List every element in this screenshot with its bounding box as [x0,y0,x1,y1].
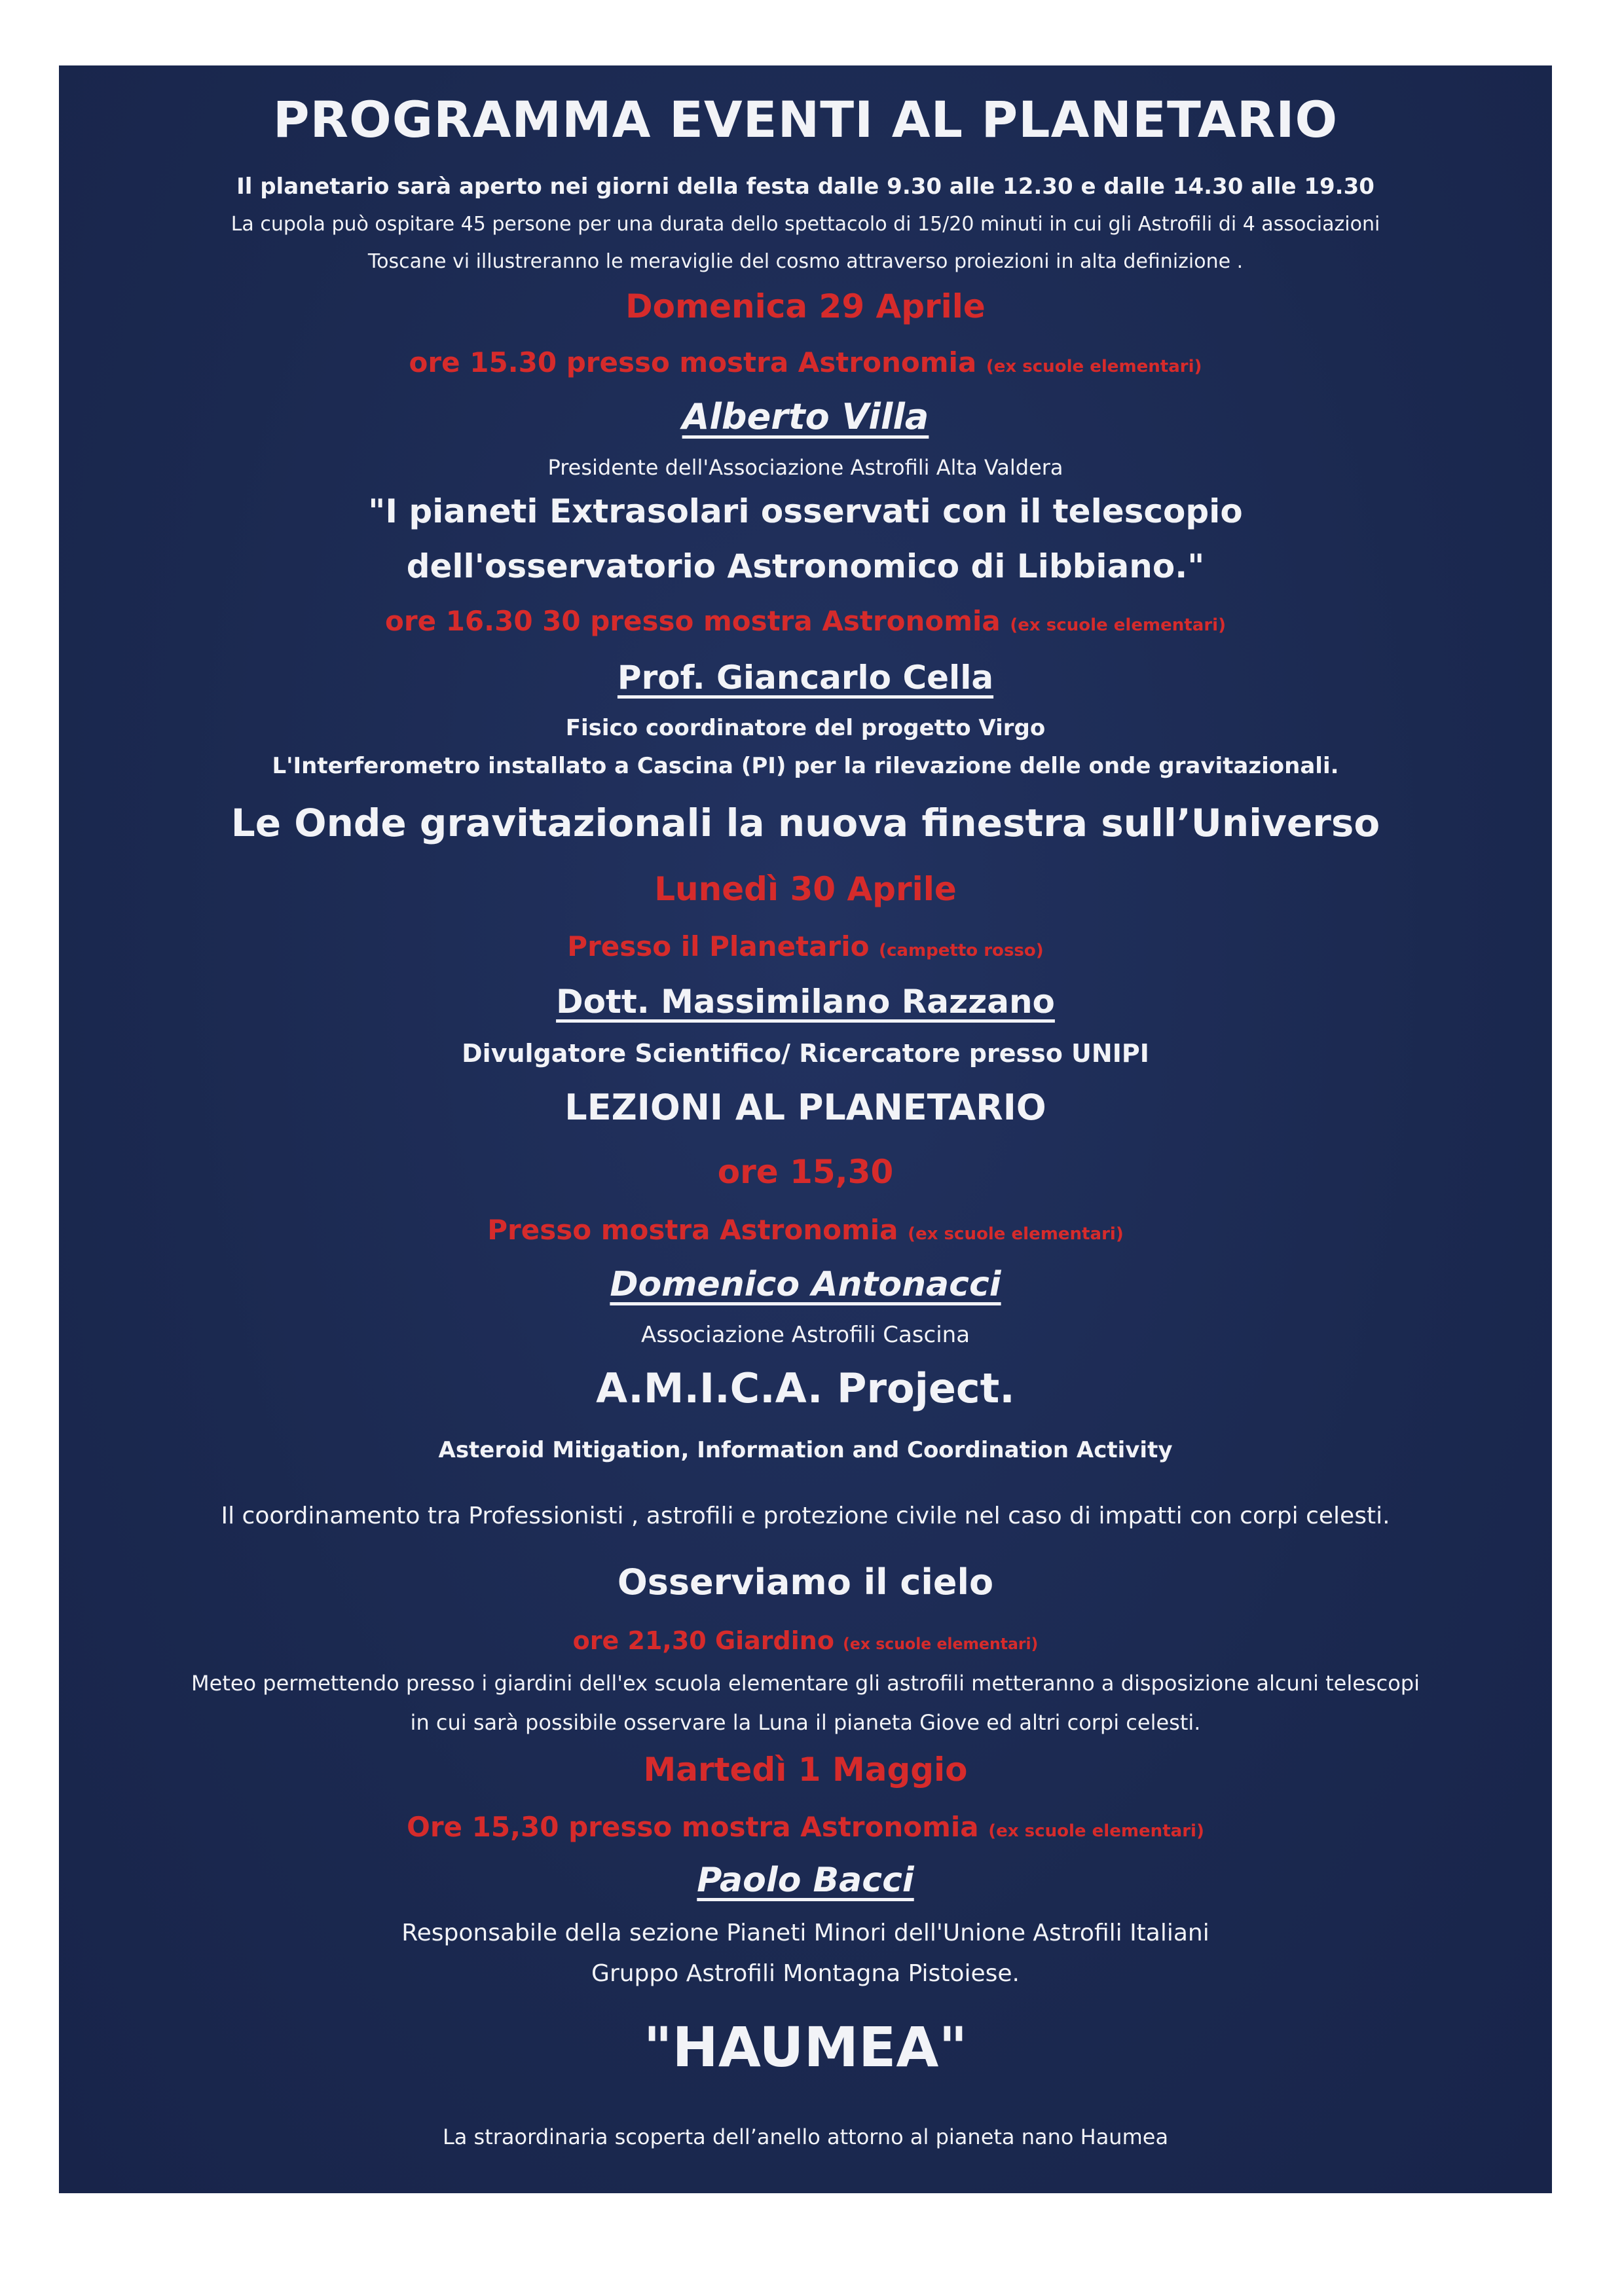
day2-event2-talk: A.M.I.C.A. Project. [596,1364,1015,1412]
day3-event1-talk: "HAUMEA" [643,2015,968,2079]
day1-event2-role-line2: L'Interferometro installato a Cascina (PI) per la rilevazione delle onde gravitazionali. [272,753,1339,779]
day2-event1-talk: LEZIONI AL PLANETARIO [564,1087,1046,1128]
day2-event1-speaker: Dott. Massimilano Razzano [556,983,1055,1021]
page-title: PROGRAMMA EVENTI AL PLANETARIO [272,90,1338,149]
day2-event2-talk-subtitle: Asteroid Mitigation, Information and Coordination Activity [438,1437,1173,1463]
day2-event1-role: Divulgatore Scientifico/ Ricercatore presso UNIPI [462,1039,1149,1068]
day1-event2-role-line1: Fisico coordinatore del progetto Virgo [565,715,1046,741]
day1-event1-speaker: Alberto Villa [682,396,929,437]
day1-event2-speaker: Prof. Giancarlo Cella [617,659,994,697]
day1-event2-talk: Le Onde gravitazionali la nuova finestra sull’Universo [231,801,1380,845]
place-note: (ex scuole elementari) [986,357,1202,376]
day2-event2-desc: Il coordinamento tra Professionisti , astrofili e protezione civile nel caso di impatti con corpi celesti. [221,1503,1390,1529]
day3-event1-speaker: Paolo Bacci [697,1861,914,1900]
place-note: (campetto rosso) [879,941,1044,960]
day1-event1-time: ore 15.30 presso mostra Astronomia (ex scuole elementari) [409,346,1202,378]
place-note: (ex scuole elementari) [843,1635,1039,1653]
day1-event2-time: ore 16.30 30 presso mostra Astronomia (ex scuole elementari) [385,605,1226,637]
place-note: (ex scuole elementari) [1010,615,1226,635]
day3-event1-role-line2: Gruppo Astrofili Montagna Pistoiese. [591,1960,1020,1987]
day3-event1-role-line1: Responsabile della sezione Pianeti Minori dell'Unione Astrofili Italiani [401,1920,1209,1946]
day2-date: Lunedì 30 Aprile [654,870,957,908]
day2-event2-role: Associazione Astrofili Cascina [640,1322,970,1348]
day2-event3-time: ore 21,30 Giardino (ex scuole elementari) [572,1626,1039,1655]
day2-event3-desc-line2: in cui sarà possibile osservare la Luna il pianeta Giove ed altri corpi celesti. [410,1710,1201,1735]
day2-event2-place: Presso mostra Astronomia (ex scuole elementari) [487,1214,1124,1246]
place-note: (ex scuole elementari) [908,1224,1124,1244]
day3-date: Martedì 1 Maggio [643,1751,968,1789]
place-note: (ex scuole elementari) [988,1821,1204,1841]
event-poster [59,65,1552,2193]
day2-event2-time: ore 15,30 [717,1153,894,1191]
intro-desc-line1: La cupola può ospitare 45 persone per una durata dello spettacolo di 15/20 minuti in cui gli Astrofili di 4 associazioni [231,213,1380,236]
day3-event1-desc: La straordinaria scoperta dell’anello attorno al pianeta nano Haumea [442,2124,1169,2149]
intro-desc-line2: Toscane vi illustreranno le meraviglie del cosmo attraverso proiezioni in alta definizione . [367,250,1244,273]
day2-event3-title: Osserviamo il cielo [617,1561,994,1603]
day1-event1-role: Presidente dell'Associazione Astrofili Alta Valdera [547,455,1063,480]
day2-event3-desc-line1: Meteo permettendo presso i giardini dell'ex scuola elementare gli astrofili metteranno a disposizione alcuni telescopi [191,1671,1420,1696]
day1-event1-talk-line1: "I pianeti Extrasolari osservati con il telescopio [368,492,1243,530]
opening-hours: Il planetario sarà aperto nei giorni della festa dalle 9.30 alle 12.30 e dalle 14.30 alle 19.30 [236,173,1375,200]
day3-event1-time: Ore 15,30 presso mostra Astronomia (ex scuole elementari) [407,1811,1204,1843]
day2-event1-place: Presso il Planetario (campetto rosso) [567,930,1044,962]
day1-event1-talk-line2: dell'osservatorio Astronomico di Libbiano." [406,547,1205,585]
day2-event2-speaker: Domenico Antonacci [610,1265,1001,1304]
day1-date: Domenica 29 Aprile [625,287,986,325]
